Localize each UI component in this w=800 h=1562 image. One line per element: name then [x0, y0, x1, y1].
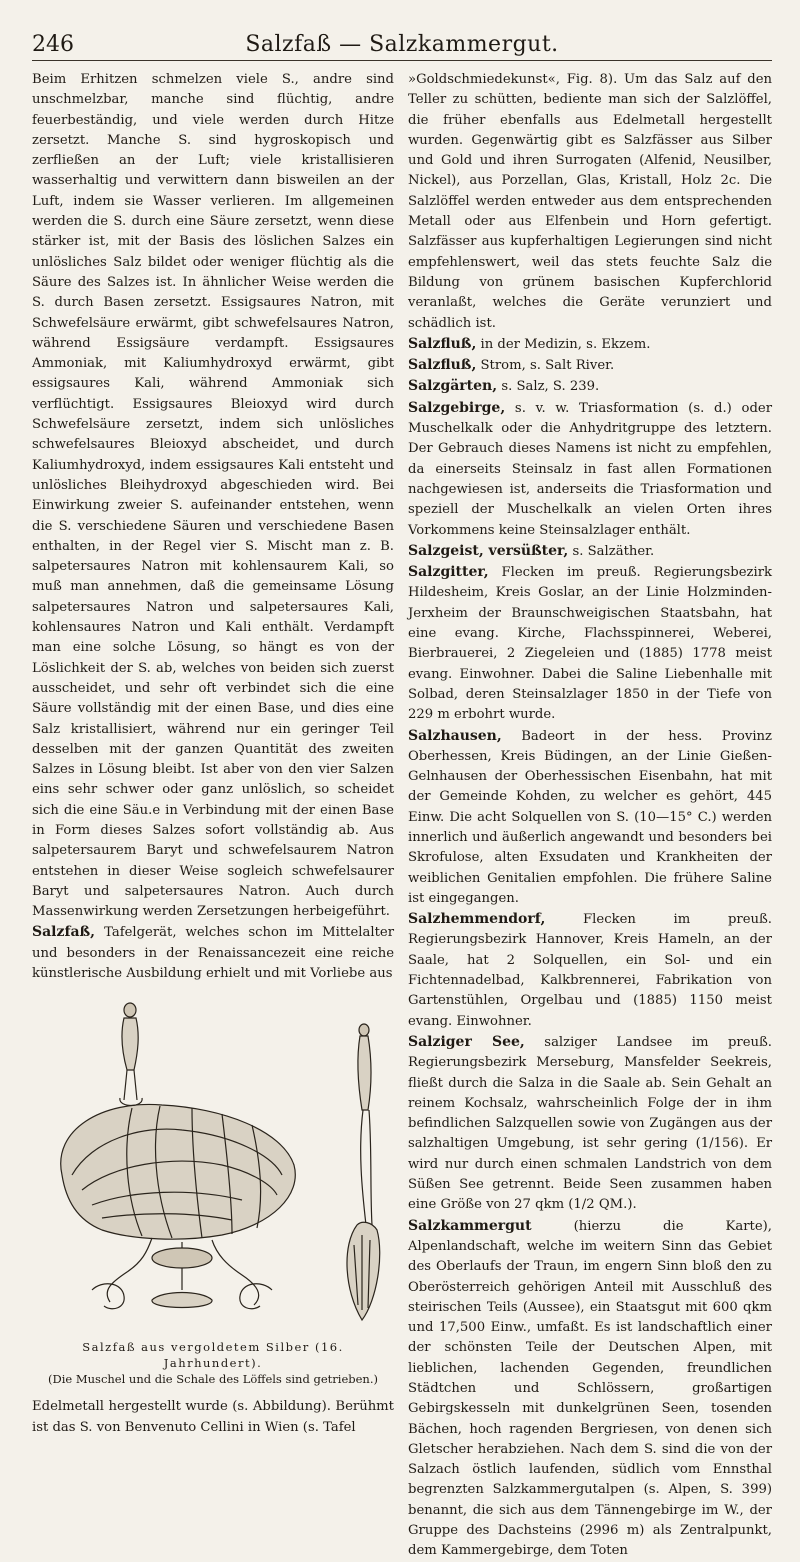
figure-caption [32, 1339, 394, 1387]
entry-text: s. Salz, S. 239. [497, 379, 600, 395]
page-number: 246 [32, 32, 74, 57]
entry-salzfluss-strom [408, 355, 772, 376]
entry-text: (hierzu die Karte), Alpenlandschaft, welche im weitern Sinn das Gebiet des Oberlaufs der Traun, im engern Sinn bloß den zu Oberösterreich gehörigen Anteil mit Ausschluß des steirischen Teils (Aussee), ein Staatsgut mit 600 qkm und 17,500 Einw., umfaßt. Es ist landschaftlich einer der schönsten Teile der Deutschen Alpen, mit lieblichen, lachenden Gegenden, freundlichen Städtchen und Schlössern, großartigen Gebirgskesseln mit dunkelgrünen Seen, tosenden Bächen, hoch ragenden Bergriesen, von denen sich Gletscher herabziehen. Nach dem S. sind die von der Salzach östlich laufenden, südlich vom Ennsthal begrenzten Salzkammergutalpen (s. Alpen, S. 399) benannt, die sich aus dem Tännengebirge im W., der Gruppe des Dachsteins (2996 m) als Zentralpunkt, dem Kammergebirge, dem Toten [408, 1218, 772, 1559]
paragraph-salzfass-continued: Edelmetall hergestellt wurde (s. Abbildung). Berühmt ist das S. von Benvenuto Cellini in Wien (s. Tafel [32, 1399, 394, 1435]
entry-text: in der Medizin, s. Ekzem. [476, 336, 651, 352]
headword: Salzhemmendorf, [408, 911, 546, 928]
entry-text: Badeort in der hess. Provinz Oberhessen, Kreis Büdingen, an der Linie Gießen-Gelnhausen der Oberhessischen Eisenbahn, hat mit der Gemeinde Kohden, zu welcher es gehört, 445 Einw. Die acht Solquellen von S. (10—15° C.) werden innerlich und äußerlich angewandt und besonders bei Skrofulose, alten Exsudaten und Krankheiten der weiblichen Genitalien empfohlen. Die frühere Saline ist eingegangen. [408, 728, 772, 906]
headword: Salzgebirge, [408, 399, 506, 416]
entry-text: Tafelgerät, welches schon im Mittelalter und besonders in der Renaissancezeit eine reiche künstlerische Ausbildung erhielt und mit Vorliebe aus [32, 925, 394, 982]
left-column [32, 70, 394, 1438]
running-head: Salzfaß — Salzkammergut. [245, 32, 559, 57]
headword-salzfass: Salzfaß, [32, 924, 96, 941]
page-header [32, 30, 772, 61]
salt-cellar-illustration [32, 990, 394, 1335]
entry-text: s. v. w. Triasformation (s. d.) oder Muschelkalk oder die Anhydritgruppe des letztern. Der Gebrauch dieses Namens ist nicht zu empfehlen, da einerseits Steinsalz in fast allen Formationen nachgewiesen ist, anderseits die Triasformation und speziell der Muschelkalk an vielen Orten ihres Vorkommens keine Steinsalzlager enthält. [408, 400, 772, 538]
entry-salzhemmendorf [408, 909, 772, 1032]
entry-text: Flecken im preuß. Regierungsbezirk Hildesheim, Kreis Goslar, an der Linie Holzminden-Jerxheim der Braunschweigischen Staatsbahn, hat eine evang. Kirche, Flachsspinnerei, Weberei, Bierbrauerei, 2 Ziegeleien und (1885) 1778 meist evang. Einwohner. Dabei die Saline Liebenhalle mit Solbad, deren Steinsalzlager 1850 in der Tiefe von 229 m erbohrt wurde. [408, 565, 772, 723]
entry-salzgeist [408, 541, 772, 562]
entry-text: salziger Landsee im preuß. Regierungsbezirk Merseburg, Mansfelder Seekreis, fließt durch die Salza in die Saale ab. Sein Gehalt an reinem Kochsalz, wahrscheinlich Folge der in ihm befindlichen Salzquellen sowie von Zugängen aus der salzhaltigen Umgebung, ist sehr gering (1/156). Er wird nur durch einen schmalen Landstrich von dem Süßen See getrennt. Beide Seen zusammen haben eine Größe von 27 qkm (1/2 QM.). [408, 1034, 773, 1213]
entry-text: s. Salzäther. [568, 543, 655, 559]
right-column [408, 70, 772, 1562]
entry-salzfluss-medizin [408, 334, 772, 355]
headword: Salzfluß, [408, 335, 477, 352]
headword: Salzkammergut [408, 1217, 532, 1234]
entry-salziger-see [408, 1032, 772, 1216]
headword: Salzgeist, versüßter, [408, 542, 569, 559]
headword: Salziger See, [408, 1033, 525, 1050]
entry-text: Strom, s. Salt River. [476, 358, 615, 374]
headword: Salzgitter, [408, 564, 489, 581]
entry-salzfass [32, 922, 394, 984]
entry-salzgaerten [408, 376, 772, 397]
headword: Salzfluß, [408, 357, 477, 374]
caption-line-1: Salzfaß aus vergoldetem Silber (16. Jahrhundert). [82, 1340, 344, 1371]
entry-text: Flecken im preuß. Regierungsbezirk Hannover, Kreis Hameln, an der Saale, hat 2 Solquellen, ein Sol- und ein Fichtennadelbad, Kalkbrennerei, Fabrikation von Gartenstühlen, Orgelbau und (1885) 1150 meist evang. Einwohner. [408, 912, 772, 1029]
salt-cellar-engraving [32, 990, 394, 1335]
entry-salzhausen [408, 726, 772, 910]
headword: Salzgärten, [408, 378, 498, 395]
paragraph-salzfass-end: »Goldschmiedekunst«, Fig. 8). Um das Salz auf den Teller zu schütten, bediente man sich der Salzlöffel, die früher ebenfalls aus Edelmetall hergestellt wurden. Gegenwärtig gibt es Salzfässer aus Silber und Gold und ihren Surrogaten (Alfenid, Neusilber, Nickel), aus Porzellan, Glas, Kristall, Holz 2c. Die Salzlöffel werden entweder aus dem entsprechenden Metall oder aus Elfenbein und Horn gefertigt. Salzfässer aus kupferhaltigen Legierungen sind nicht empfehlenswert, weil das stets feuchte Salz die Bildung von grünem basischen Kupferchlorid veranlaßt, welches die Geräte verunziert und schädlich ist. [408, 72, 772, 331]
entry-salzgebirge [408, 398, 772, 541]
paragraph-salze-chemistry: Beim Erhitzen schmelzen viele S., andre sind unschmelzbar, manche sind flüchtig, andre feuerbeständig, und viele werden durch Hitze zersetzt. Manche S. sind hygroskopisch und zerfließen an der Luft; viele kristallisieren wasserhaltig und verwittern dann bisweilen an der Luft, indem sie Wasser verlieren. Im allgemeinen werden die S. durch eine Säure zersetzt, wenn diese stärker ist, mit der Basis des löslichen Salzes ein unlösliches Salz bildet oder weniger flüchtig als die Säure des Salzes ist. In ähnlicher Weise werden die S. durch Basen zersetzt. Essigsaures Natron, mit Schwefelsäure erwärmt, gibt schwefelsaures Natron, während Essigsäure verdampft. Essigsaures Ammoniak, mit Kaliumhydroxyd erwärmt, gibt essigsaures Kali, während Ammoniak sich verflüchtigt. Essigsaures Bleioxyd wird durch Schwefelsäure zersetzt, indem sich unlösliches schwefelsaures Bleioxyd abscheidet, und durch Kaliumhydroxyd, indem essigsaures Kali entsteht und unlösliches Bleihydroxyd abgeschieden wird. Bei Einwirkung zweier S. aufeinander entstehen, wenn die S. verschiedene Säuren und verschiedene Basen enthalten, in der Regel vier S. Mischt man z. B. salpetersaures Natron mit kohlensaurem Kali, so muß man annehmen, daß die gemeinsame Lösung salpetersaures Natron und salpetersaures Kali, kohlensaures Natron und Kali enthält. Verdampft man eine solche Lösung, so hängt es von der Löslichkeit der S. ab, welches von beiden sich zuerst ausscheidet, und sehr oft verbindet sich die eine Säure vollständig mit der einen Base, und dies eine Salz kristallisiert, während nur ein geringer Teil desselben mit der ganzen Quantität des zweiten Salzes in Lösung bleibt. Ist aber von den vier Salzen eins sehr schwer oder ganz unlöslich, so scheidet sich die eine Säu.e in Verbindung mit der einen Base in Form dieses Salzes sofort vollständig ab. Aus salpetersaurem Baryt und schwefelsaurem Natron entstehen in dieser Weise sogleich schwefelsaurer Baryt und salpetersaures Natron. Auch durch Massenwirkung werden Zersetzungen herbeigeführt. [32, 72, 394, 920]
entry-salzgitter [408, 562, 772, 725]
caption-line-2: (Die Muschel und die Schale des Löffels sind getrieben.) [48, 1372, 378, 1387]
headword: Salzhausen, [408, 727, 502, 744]
entry-salzkammergut [408, 1216, 772, 1562]
